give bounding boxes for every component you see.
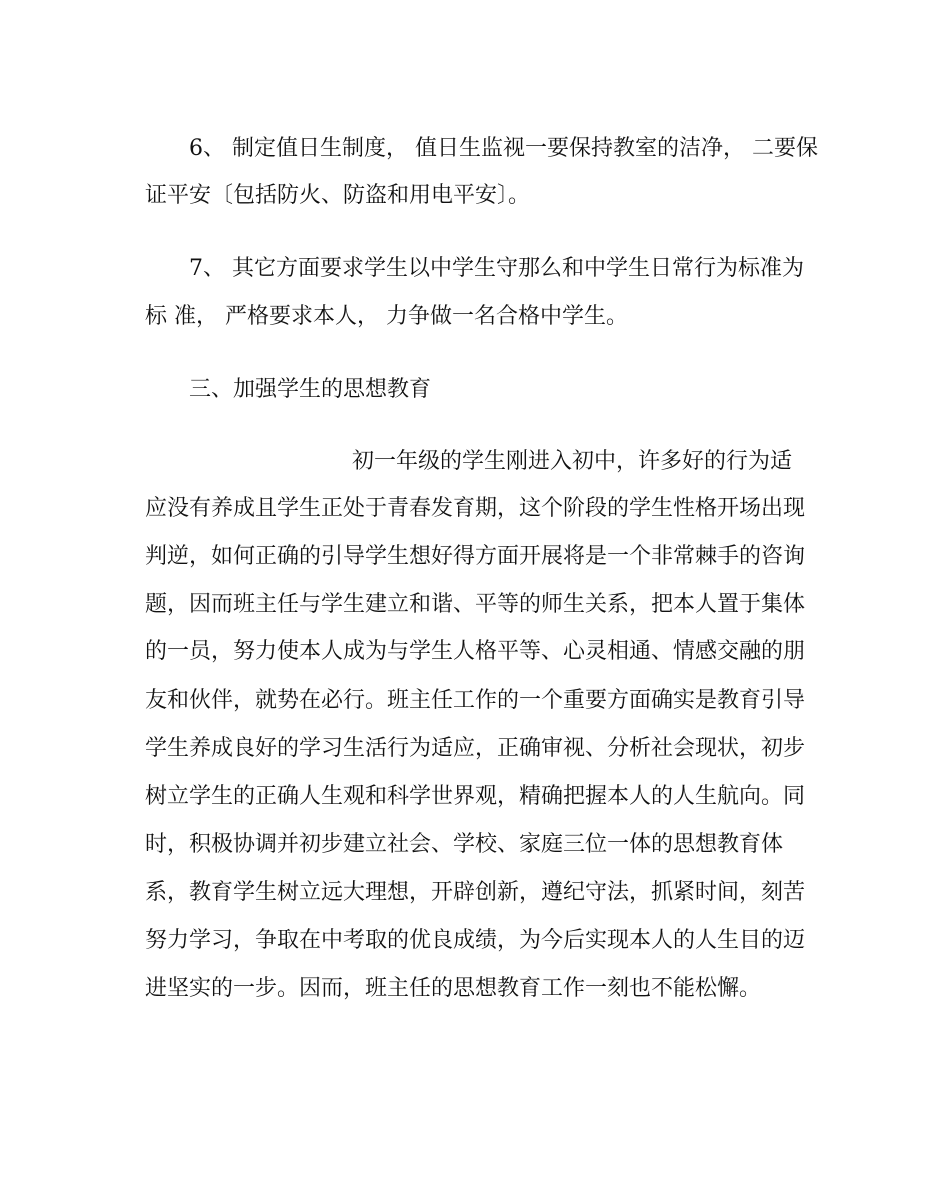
paragraph-line: 学生养成良好的学习生活行为适应，正确审视、分析社会现状，初步: [145, 736, 806, 761]
paragraph-line: 友和伙伴，就势在必行。班主任工作的一个重要方面确实是教育引导: [145, 688, 806, 713]
section-3-heading: 三、加强学生的思想教育: [189, 377, 432, 402]
paragraph-line: 进坚实的一步。因而，班主任的思想教育工作一刻也不能松懈。: [145, 976, 762, 1001]
paragraph-line: 初一年级的学生刚进入初中，许多好的行为适: [352, 449, 793, 474]
item-7-line-1: 7、 其它方面要求学生以中学生守那么和中学生日常行为标准为: [189, 256, 804, 281]
paragraph-line: 判逆，如何正确的引导学生想好得方面开展将是一个非常棘手的咨询: [145, 544, 806, 569]
paragraph-line: 题，因而班主任与学生建立和谐、平等的师生关系，把本人置于集体: [145, 592, 806, 617]
paragraph-line: 系，教育学生树立远大理想，开辟创新，遵纪守法，抓紧时间，刻苦: [145, 880, 806, 905]
item-6-line-1: 6、 制定值日生制度， 值日生监视一要保持教室的洁净， 二要保: [189, 136, 818, 161]
paragraph-line: 努力学习，争取在中考取的优良成绩，为今后实现本人的人生目的迈: [145, 928, 806, 953]
paragraph-line: 应没有养成且学生正处于青春发育期，这个阶段的学生性格开场出现: [145, 496, 806, 521]
paragraph-line: 树立学生的正确人生观和科学世界观，精确把握本人的人生航向。同: [145, 784, 806, 809]
item-6-line-2: 证平安〔包括防火、防盗和用电平安〕。: [145, 183, 531, 208]
item-7-line-2: 标 准， 严格要求本人， 力争做一名合格中学生。: [145, 304, 628, 329]
paragraph-line: 时，积极协调并初步建立社会、学校、家庭三位一体的思想教育体: [145, 832, 784, 857]
paragraph-line: 的一员，努力使本人成为与学生人格平等、心灵相通、情感交融的朋: [145, 639, 806, 664]
